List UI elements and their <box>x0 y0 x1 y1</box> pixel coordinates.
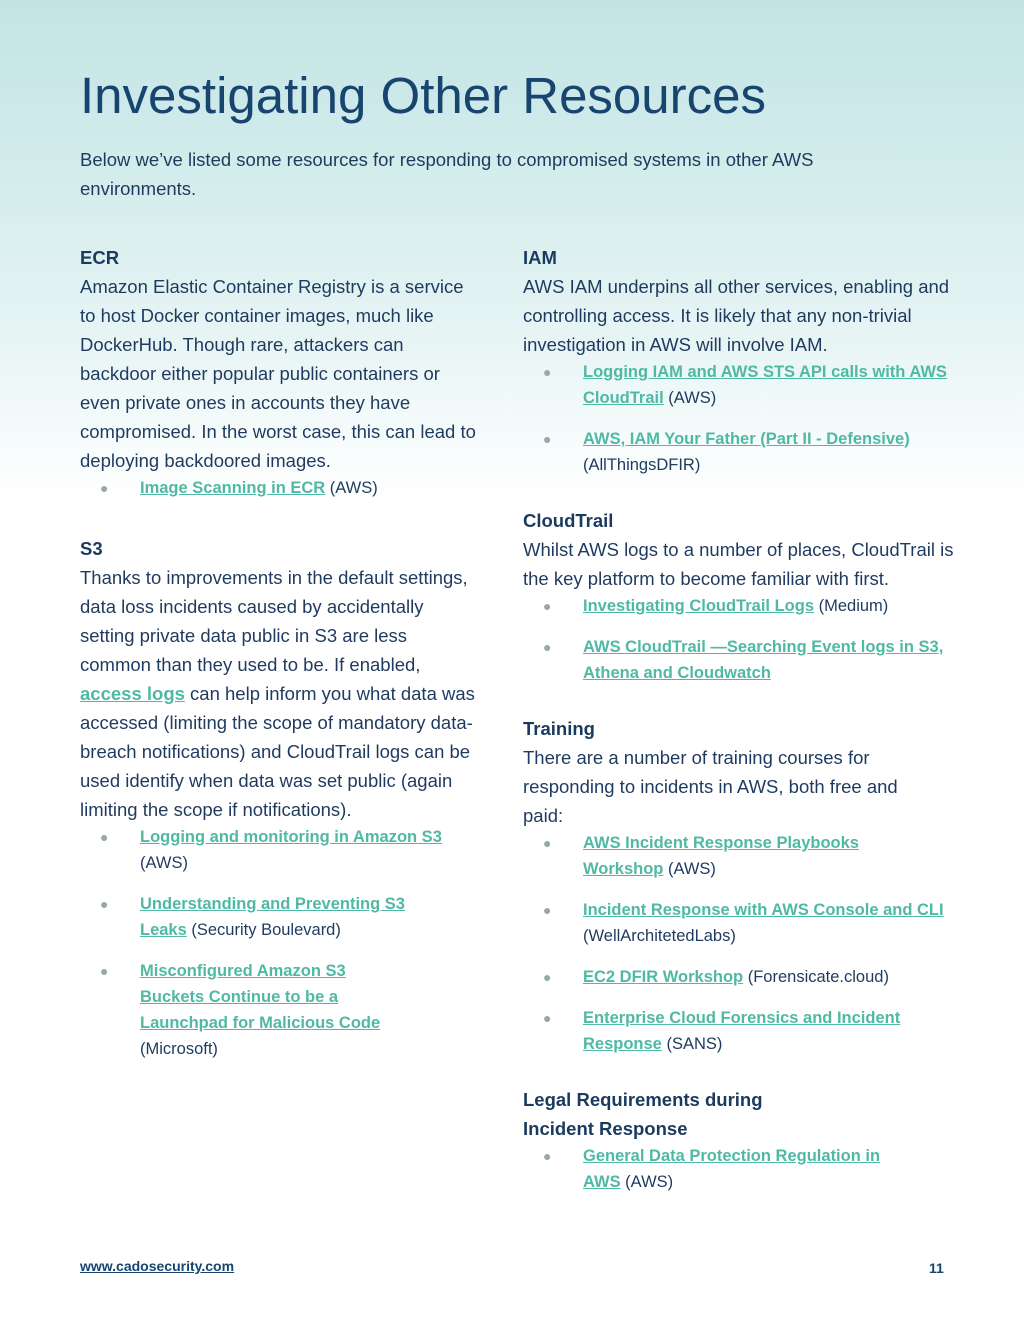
section-title-cloudtrail: CloudTrail <box>523 510 614 531</box>
link-investigating-cloudtrail-logs[interactable]: Investigating CloudTrail Logs <box>583 597 815 615</box>
link-source: (AWS) <box>620 1173 674 1191</box>
list-item <box>80 475 520 501</box>
link-enterprise-cloud-forensics[interactable]: Enterprise Cloud Forensics and Incident Response <box>583 1009 901 1053</box>
bullet-icon: ● <box>543 364 552 380</box>
footer-website-link[interactable]: www.cadosecurity.com <box>80 1258 235 1274</box>
list-item <box>523 426 963 478</box>
link-cloudtrail-searching-event-logs[interactable]: AWS CloudTrail —Searching Event logs in S3, Athena and Cloudwatch <box>583 638 944 682</box>
list-item <box>523 830 913 882</box>
section-title-s3: S3 <box>80 538 103 559</box>
list-item <box>523 897 963 949</box>
link-source: (AllThingsDFIR) <box>583 456 701 474</box>
bullet-icon: ● <box>543 969 552 985</box>
section-title-training: Training <box>523 718 595 739</box>
section-title-iam: IAM <box>523 247 557 268</box>
bullet-icon: ● <box>543 598 552 614</box>
bullet-icon: ● <box>543 639 552 655</box>
s3-body-text: Thanks to improvements in the default settings, data loss incidents caused by accidentally setting private data public in S3 are less common than they used to be. If enabled, <box>80 567 468 675</box>
list-item <box>523 964 963 990</box>
list-item <box>80 824 490 876</box>
link-logging-iam-sts[interactable]: Logging IAM and AWS STS API calls with AWS CloudTrail <box>583 363 947 407</box>
bullet-icon: ● <box>543 1010 552 1026</box>
bullet-icon: ● <box>543 902 552 918</box>
link-iam-your-father[interactable]: AWS, IAM Your Father (Part II - Defensive) <box>583 430 910 448</box>
link-list-legal <box>523 1143 963 1195</box>
link-ec2-dfir-workshop[interactable]: EC2 DFIR Workshop <box>583 968 744 986</box>
list-item <box>523 634 963 686</box>
link-source: (AWS) <box>663 860 716 878</box>
link-misconfigured-s3-buckets[interactable]: Misconfigured Amazon S3 Buckets Continue to be a Launchpad for Malicious Code <box>140 962 381 1032</box>
section-s3 <box>80 534 520 1062</box>
list-item <box>523 1005 963 1057</box>
link-source: (WellArchitetedLabs) <box>583 927 736 945</box>
section-body-training: There are a number of training courses for responding to incidents in AWS, both free and paid: <box>523 747 898 826</box>
intro-text: Below we’ve listed some resources for responding to compromised systems in other AWS environments. <box>80 149 814 199</box>
bullet-icon: ● <box>543 835 552 851</box>
bullet-icon: ● <box>100 829 109 845</box>
link-list-cloudtrail <box>523 593 963 686</box>
link-source: (SANS) <box>661 1035 723 1053</box>
link-list-ecr <box>80 475 520 501</box>
list-item <box>80 958 400 1062</box>
link-source: (Forensicate.cloud) <box>743 968 889 986</box>
link-ir-console-cli[interactable]: Incident Response with AWS Console and CLI <box>583 901 944 919</box>
section-body-s3 <box>80 563 480 824</box>
link-source: (AWS) <box>325 479 378 497</box>
section-cloudtrail <box>523 506 963 686</box>
bullet-icon: ● <box>543 431 552 447</box>
bullet-icon: ● <box>100 896 109 912</box>
right-column <box>523 243 963 1195</box>
access-logs-link[interactable]: access logs <box>80 683 185 704</box>
page-number: 11 <box>929 1260 944 1276</box>
list-item <box>523 359 963 411</box>
link-image-scanning-ecr[interactable]: Image Scanning in ECR <box>140 479 326 497</box>
section-title-ecr: ECR <box>80 247 120 268</box>
link-ir-playbooks-workshop[interactable]: AWS Incident Response Playbooks Workshop <box>583 834 859 878</box>
link-list-iam <box>523 359 963 478</box>
section-body-ecr: Amazon Elastic Container Registry is a service to host Docker container images, much like DockerHub. Though rare, attackers can backdoor either popular public containers or even private ones in accounts they have compromised. In the worst case, this can lead to deploying backdoored images. <box>80 276 476 471</box>
link-list-training <box>523 830 963 1057</box>
page-title: Investigating Other Resources <box>80 67 767 124</box>
s3-body-text-2: can help inform you what data was accessed (limiting the scope of mandatory data-breach notifications) and CloudTrail logs can be used identify when data was set public (again limiting the scope if notifications). <box>80 683 475 820</box>
link-source: (Microsoft) <box>140 1040 218 1058</box>
list-item <box>80 891 440 943</box>
section-body-iam: AWS IAM underpins all other services, enabling and controlling access. It is likely that any non-trivial investigation in AWS will involve IAM. <box>523 276 950 355</box>
link-list-s3 <box>80 824 490 1062</box>
section-legal <box>523 1085 963 1195</box>
bullet-icon: ● <box>100 963 109 979</box>
list-item <box>523 593 963 619</box>
link-logging-monitoring-s3[interactable]: Logging and monitoring in Amazon S3 <box>140 828 442 846</box>
link-gdpr-in-aws[interactable]: General Data Protection Regulation in AWS <box>583 1147 881 1191</box>
link-source: (Security Boulevard) <box>186 921 341 939</box>
section-iam <box>523 243 963 478</box>
left-column <box>80 243 520 1062</box>
section-body-cloudtrail: Whilst AWS logs to a number of places, CloudTrail is the key platform to become familiar with first. <box>523 539 954 589</box>
link-source: (Medium) <box>814 597 889 615</box>
bullet-icon: ● <box>543 1148 552 1164</box>
link-source: (AWS) <box>663 389 717 407</box>
link-understanding-s3-leaks[interactable]: Understanding and Preventing S3 Leaks <box>140 895 405 939</box>
link-source: (AWS) <box>140 854 188 872</box>
list-item <box>523 1143 913 1195</box>
section-title-legal: Legal Requirements during Incident Response <box>523 1089 763 1139</box>
bullet-icon: ● <box>100 480 109 496</box>
section-training <box>523 714 963 1057</box>
section-ecr <box>80 243 520 501</box>
